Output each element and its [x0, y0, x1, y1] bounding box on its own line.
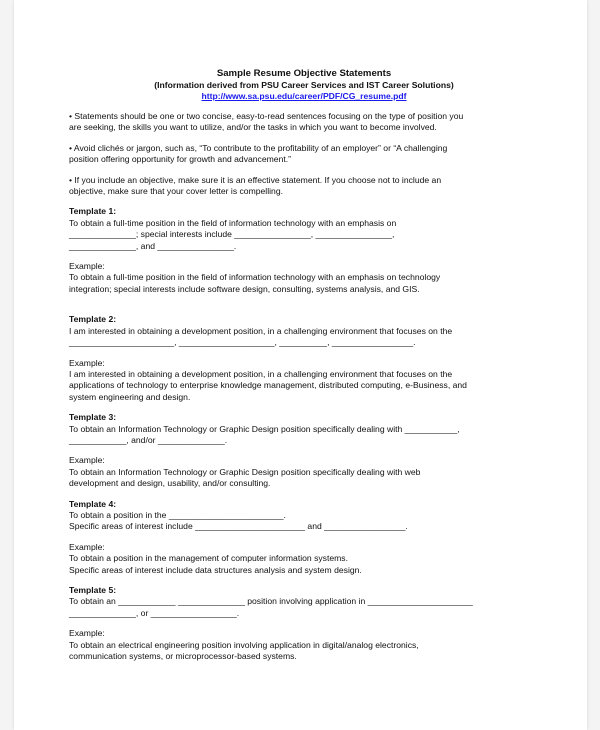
document-content	[69, 68, 539, 662]
template-heading: Template 3:	[69, 412, 117, 423]
document-header	[69, 68, 539, 102]
example-label: Example:	[69, 261, 105, 272]
document-page	[14, 0, 587, 730]
template-heading: Template 4:	[69, 498, 117, 509]
template-section: Template 2: I am interested in obtaining a development position, in a challenging environment that focuses on the ______________________, ____________________, __________, _________________. Example: I am interested in obtaining a development position, in a challenging environment that focuses on the applications of technology to enterprise knowledge management, distributed computing, e-Business, and system engineering and design.	[69, 314, 539, 403]
bullet-item: • Avoid clichés or jargon, such as, “To contribute to the profitability of an employer” or “A challenging position offering opportunity for growth and advancement.”	[69, 142, 448, 165]
template-heading: Template 2:	[69, 314, 117, 325]
example-label: Example:	[69, 628, 105, 639]
template-heading: Template 1:	[69, 206, 117, 217]
bullet-item: • Statements should be one or two concise, easy-to-read sentences focusing on the type of position you are seeking, the skills you want to utilize, and/or the tasks in which you want to become involved.	[69, 111, 464, 133]
template-heading: Template 5:	[69, 585, 117, 595]
template-section: Template 5: To obtain an ____________ ______________ position involving application in ______________________ ______________, or __________________. Example: To obtain an electrical engineering position involving application in digital/analog electronics, communication systems, or microprocessor-based systems.	[69, 585, 539, 662]
bullet-item: • If you include an objective, make sure it is an effective statement. If you choose not to include an objective, make sure that your cover letter is compelling.	[69, 174, 442, 197]
document-subtitle: (Information derived from PSU Career Services and IST Career Solutions)	[154, 80, 454, 90]
document-title: Sample Resume Objective Statements	[216, 68, 392, 79]
example-label: Example:	[69, 541, 105, 552]
template-section: Template 4: To obtain a position in the ________________________. Specific areas of interest include _______________________ and _________________. Example: To obtain a position in the management of computer information systems. Specific areas of interest include data structures analysis and system design.	[69, 499, 539, 576]
example-label: Example:	[69, 455, 105, 466]
source-link[interactable]: http://www.sa.psu.edu/career/PDF/CG_resume.pdf	[201, 91, 407, 101]
template-section: Template 1: To obtain a full-time position in the field of information technology with an emphasis on ______________; special interests include ________________, ________________, ______________, and ________________. Example: To obtain a full-time position in the field of information technology with an emphasis on technology integration; special interests include software design, consulting, systems analysis, and GIS.	[69, 206, 539, 295]
template-section: Template 3: To obtain an Information Technology or Graphic Design position specifically dealing with ___________, ____________, and/or ______________. Example: To obtain an Information Technology or Graphic Design position specifically dealing with web development and design, usability, and/or consulting.	[69, 412, 539, 489]
example-label: Example:	[69, 357, 105, 368]
